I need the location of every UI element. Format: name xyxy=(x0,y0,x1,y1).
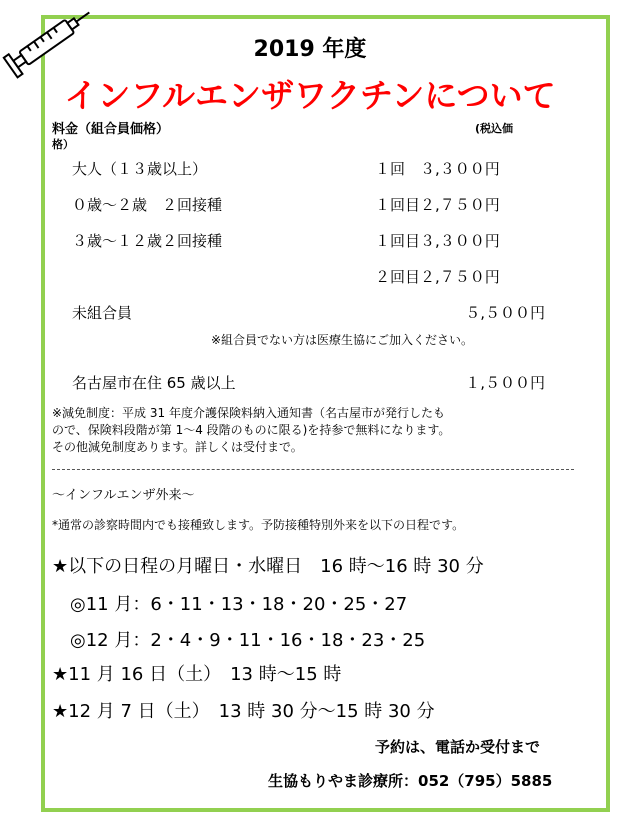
price-row-value: ２回目２,７５０円 xyxy=(375,268,500,286)
price-row-value: １回目２,７５０円 xyxy=(375,196,500,214)
price-row-value: １回目３,３００円 xyxy=(375,232,500,250)
price-row-value: １回 ３,３００円 xyxy=(375,160,500,178)
tax-note: (税込価 xyxy=(475,122,514,135)
reduction-line: ※減免制度：平成 31 年度介護保険料納入通知書（名古屋市が発行したも xyxy=(52,406,445,420)
schedule-line: ★11 月 16 日（土） 13 時～15 時 xyxy=(52,664,342,685)
reduction-line: ので、保険料段階が第 1～4 段階のものに限る)を持参で無料になります。 xyxy=(52,423,451,437)
section-divider xyxy=(52,469,574,470)
senior-label: 名古屋市在住 65 歳以上 xyxy=(72,374,236,392)
schedule-line: ★12 月 7 日（土） 13 時 30 分～15 時 30 分 xyxy=(52,701,435,722)
main-title: インフルエンザワクチンについて xyxy=(64,76,556,115)
price-heading: 料金（組合員価格） xyxy=(52,122,170,137)
clinic-section-title: ～インフルエンザ外来～ xyxy=(52,488,195,503)
senior-value: １,５００円 xyxy=(465,374,545,392)
reduction-line: その他減免制度あります。詳しくは受付まで。 xyxy=(52,440,303,454)
price-row-label: ０歳～２歳 ２回接種 xyxy=(72,196,223,214)
member-note: ※組合員でない方は医療生協にご加入ください。 xyxy=(211,333,474,347)
schedule-line: ★以下の日程の月曜日・水曜日 16 時～16 時 30 分 xyxy=(52,556,484,577)
schedule-line: ◎12 月：2・4・9・11・16・18・23・25 xyxy=(52,630,426,651)
price-heading-cont: 格） xyxy=(52,138,74,151)
price-row-label: ３歳～１２歳２回接種 xyxy=(72,232,223,250)
price-row-value: ５,５００円 xyxy=(465,304,545,322)
price-row-label: 未組合員 xyxy=(72,304,133,322)
clinic-contact: 生協もりやま診療所：052（795）5885 xyxy=(268,772,553,790)
reservation-note: 予約は、電話か受付まで xyxy=(375,738,541,756)
clinic-intro: *通常の診察時間内でも接種致します。予防接種特別外来を以下の日程です。 xyxy=(52,518,465,532)
schedule-line: ◎11 月：6・11・13・18・20・25・27 xyxy=(52,594,408,615)
year-title: 2019 年度 xyxy=(253,37,367,62)
price-row-label: 大人（１３歳以上） xyxy=(72,160,208,178)
